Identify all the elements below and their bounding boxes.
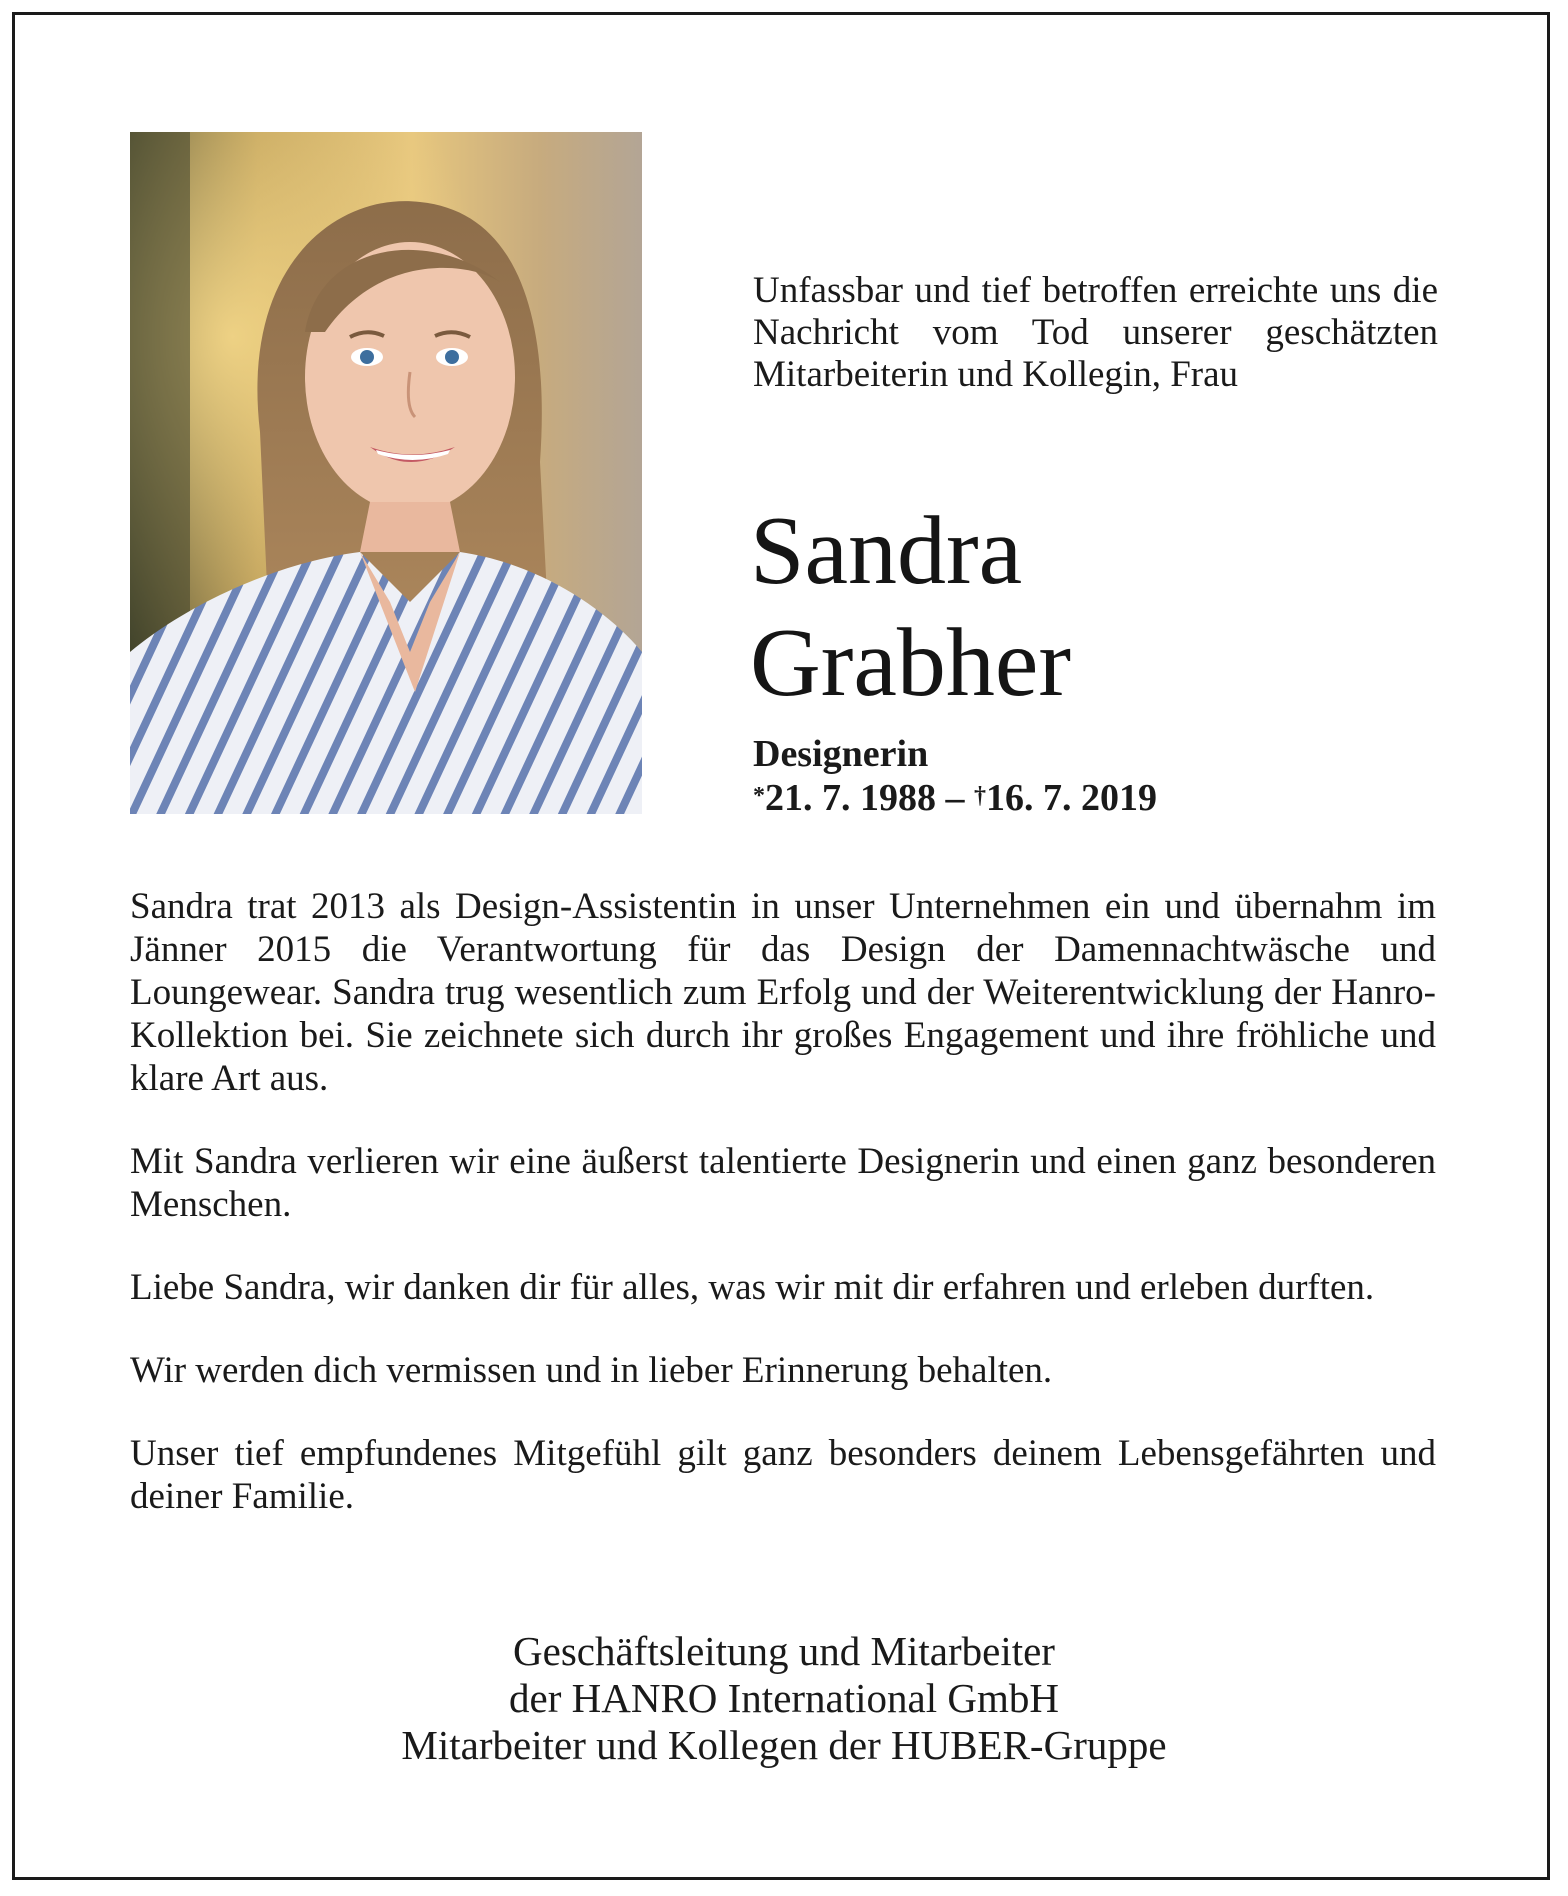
signature-line-3: Mitarbeiter und Kollegen der HUBER-Gruppe <box>401 1722 1167 1768</box>
portrait-illustration <box>130 132 642 814</box>
signature-block <box>0 1628 1568 1769</box>
paragraph-sympathy: Unser tief empfundenes Mitgefühl gilt ganz besonders deinem Lebensgefährten und deiner Familie. <box>130 1433 1436 1517</box>
paragraph-memory: Wir werden dich vermissen und in lieber Erinnerung behalten. <box>130 1350 1053 1391</box>
obituary-body <box>130 885 1436 1558</box>
paragraph-loss: Mit Sandra verlieren wir eine äußerst talentierte Designerin und einen ganz besonderen Menschen. <box>130 1141 1436 1225</box>
last-name: Grabher <box>750 609 1072 717</box>
intro-text: Unfassbar und tief betroffen erreichte uns die Nachricht vom Tod unserer geschätzten Mitarbeiterin und Kollegin, Frau <box>753 270 1438 395</box>
birth-symbol: * <box>753 783 765 809</box>
signature-line-2: der HANRO International GmbH <box>509 1675 1059 1721</box>
death-symbol: † <box>974 783 986 809</box>
signature-line-1: Geschäftsleitung und Mitarbeiter <box>513 1628 1055 1674</box>
birth-date: 21. 7. 1988 <box>765 777 936 819</box>
date-separator: – <box>936 777 974 819</box>
profession: Designerin <box>753 733 929 775</box>
life-dates <box>753 776 1157 820</box>
deceased-name <box>750 495 1450 719</box>
first-name: Sandra <box>750 497 1023 605</box>
paragraph-career: Sandra trat 2013 als Design-Assistentin in unser Unternehmen ein und übernahm im Jänner 2015 die Verantwortung für das Design der Damennachtwäsche und Loungewear. Sandra trug wesentlich zum Erfolg und der Weiterentwicklung der Hanro-Kollektion bei. Sie zeichnete sich durch ihr großes Engagement und ihre fröhliche und klare Art aus. <box>130 886 1436 1099</box>
death-date: 16. 7. 2019 <box>986 777 1157 819</box>
portrait-photo <box>130 132 642 814</box>
paragraph-thanks: Liebe Sandra, wir danken dir für alles, was wir mit dir erfahren und erleben durften. <box>130 1267 1375 1308</box>
